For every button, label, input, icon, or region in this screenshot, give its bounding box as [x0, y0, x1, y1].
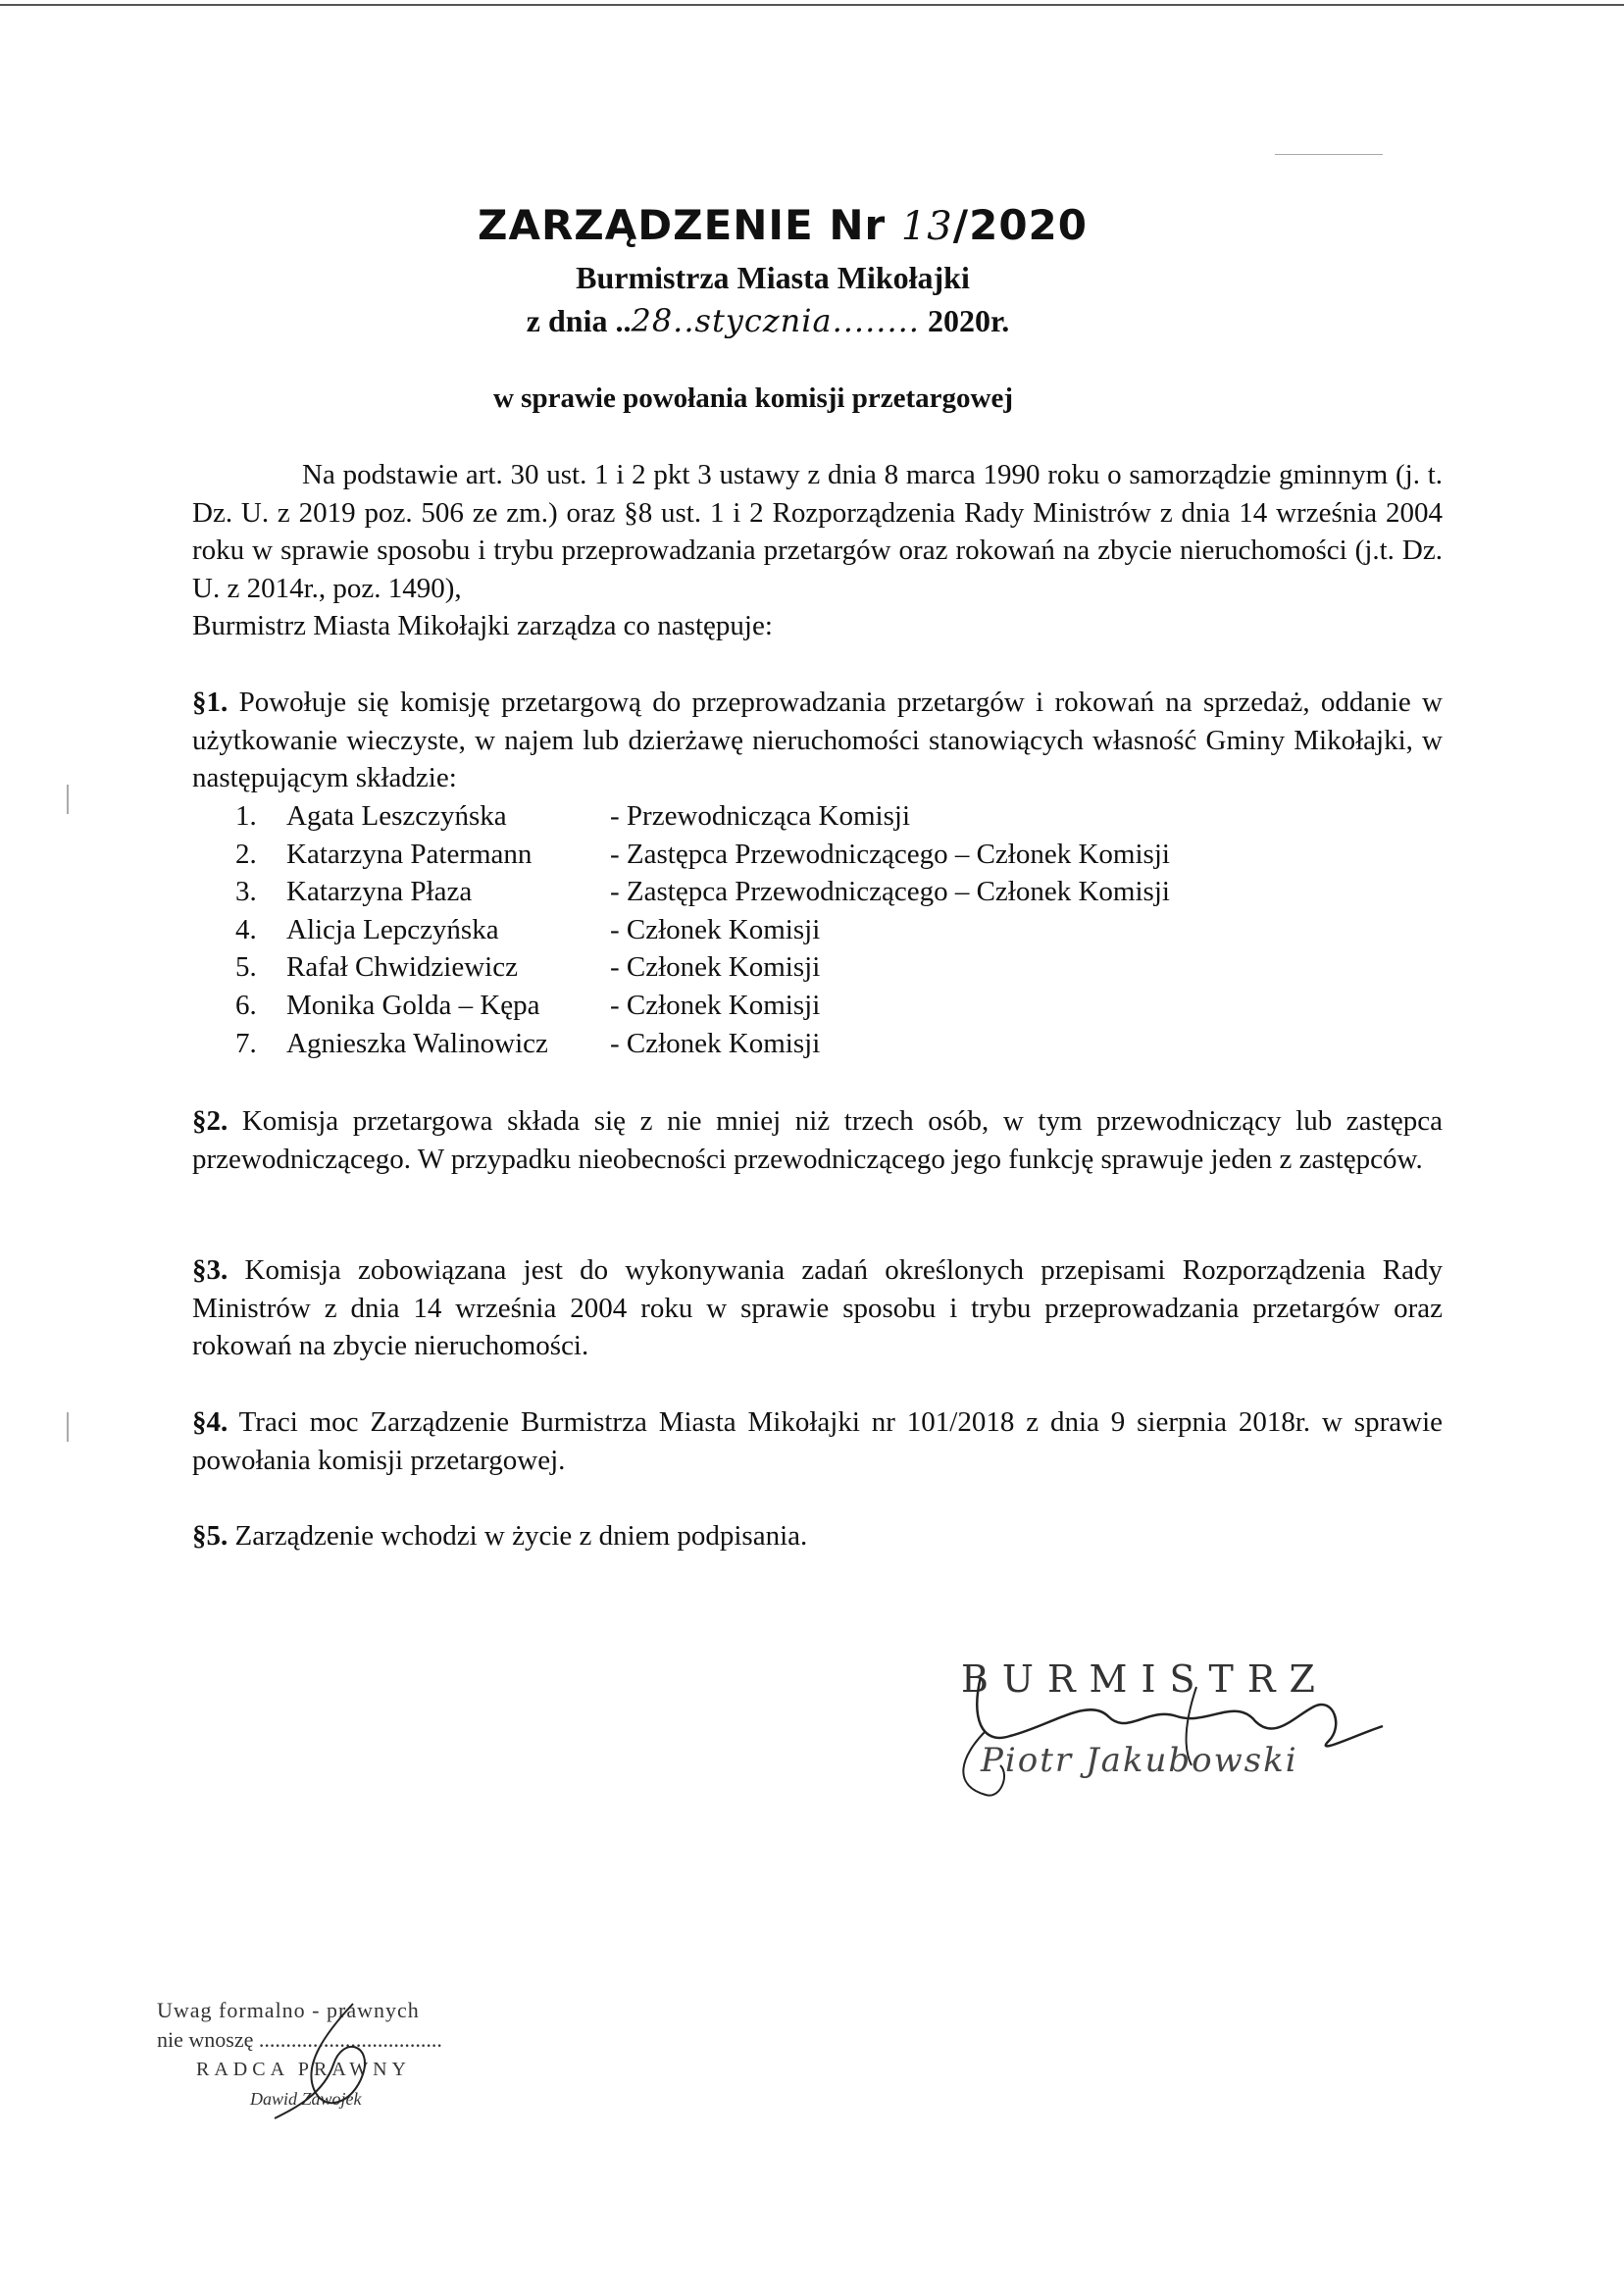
stamp-name: Piotr Jakubowski: [981, 1741, 1298, 1780]
committee-members-list: [235, 797, 1170, 1062]
section-label: §3.: [192, 1254, 228, 1286]
legal-basis-text: Na podstawie art. 30 ust. 1 i 2 pkt 3 ustawy z dnia 8 marca 1990 roku o samorządzie gminnym (j. t. Dz. U. z 2019 poz. 506 ze zm.) oraz §8 ust. 1 i 2 Rozporządzenia Rady Ministrów z dnia 14 września 2004 roku w sprawie sposobu i trybu przeprowadzania przetargów oraz rokowań na zbycie nieruchomości (j.t. Dz. U. z 2014r., poz. 1490),: [192, 459, 1443, 604]
legal-basis-paragraph: [192, 456, 1443, 645]
handwritten-signature: [941, 1648, 1393, 1824]
handwritten-date: 28..stycznia........: [631, 302, 920, 339]
section-2: [192, 1102, 1443, 1178]
section-label: §4.: [192, 1406, 228, 1438]
scan-mark: [67, 1412, 69, 1442]
handwritten-number: 13: [900, 204, 953, 249]
stamp-line: RADCA PRAWNY: [196, 2059, 411, 2080]
section-label: §2.: [192, 1105, 228, 1137]
list-item: 7. Agnieszka Walinowicz - Członek Komisji: [235, 1027, 821, 1059]
section-text: Powołuje się komisję przetargową do przeprowadzania przetargów i rokowań na sprzedaż, oddanie w użytkowanie wieczyste, w najem lub dzierżawę nieruchomości stanowiących własność Gminy Mikołajki, w następującym składzie:: [192, 687, 1443, 793]
mayor-signature-stamp: [941, 1648, 1393, 1824]
section-4: [192, 1403, 1443, 1479]
scan-mark: [1275, 154, 1383, 155]
list-item: 3. Katarzyna Płaza - Zastępca Przewodniczącego – Członek Komisji: [235, 876, 1170, 908]
section-label: §1.: [192, 687, 228, 718]
document-date: z dnia ..28..stycznia........ 2020r.: [526, 302, 1010, 339]
section-text: Komisja zobowiązana jest do wykonywania zadań określonych przepisami Rozporządzenia Rady Ministrów z dnia 14 września 2004 roku w sprawie sposobu i trybu przeprowadzania przetargów oraz rokowań na zbycie nieruchomości.: [192, 1254, 1443, 1361]
stamp-line: Uwag formalno - prawnych: [157, 1998, 420, 2022]
list-item: 6. Monika Golda – Kępa - Członek Komisji: [235, 989, 821, 1021]
section-5: [192, 1517, 1443, 1555]
stamp-line: Dawid Zawojek: [250, 2089, 362, 2109]
document-header: [0, 196, 1624, 342]
section-text: Zarządzenie wchodzi w życie z dniem podpisania.: [228, 1520, 808, 1552]
section-text: Komisja przetargowa składa się z nie mniej niż trzech osób, w tym przewodniczący lub zastępca przewodniczącego. W przypadku nieobecności przewodniczącego jego funkcję sprawuje jeden z zastępców.: [192, 1105, 1443, 1175]
stamp-title: BURMISTRZ: [961, 1657, 1329, 1701]
section-1: [192, 684, 1443, 797]
document-title: ZARZĄDZENIE Nr 13/2020: [478, 201, 1088, 249]
list-item: 5. Rafał Chwidziewicz - Członek Komisji: [235, 951, 821, 984]
legal-signature: [157, 1996, 490, 2123]
list-item: 4. Alicja Lepczyńska - Członek Komisji: [235, 913, 821, 945]
list-item: 2. Katarzyna Patermann - Zastępca Przewodniczącego – Członek Komisji: [235, 838, 1170, 870]
issuer: Burmistrza Miasta Mikołajki: [576, 260, 970, 295]
decree-statement: Burmistrz Miasta Mikołajki zarządza co następuje:: [192, 610, 773, 641]
legal-counsel-stamp: [157, 1996, 490, 2114]
scan-top-edge: [0, 4, 1624, 6]
stamp-line: nie wnoszę ..................................: [157, 2027, 442, 2052]
list-item: 1. Agata Leszczyńska - Przewodnicząca Komisji: [235, 800, 911, 832]
document-subject: w sprawie powołania komisji przetargowej: [492, 382, 1013, 414]
scan-mark: [67, 785, 69, 814]
section-3: [192, 1251, 1443, 1365]
section-label: §5.: [192, 1520, 228, 1552]
section-text: Traci moc Zarządzenie Burmistrza Miasta Mikołajki nr 101/2018 z dnia 9 sierpnia 2018r. w sprawie powołania komisji przetargowej.: [192, 1406, 1443, 1476]
